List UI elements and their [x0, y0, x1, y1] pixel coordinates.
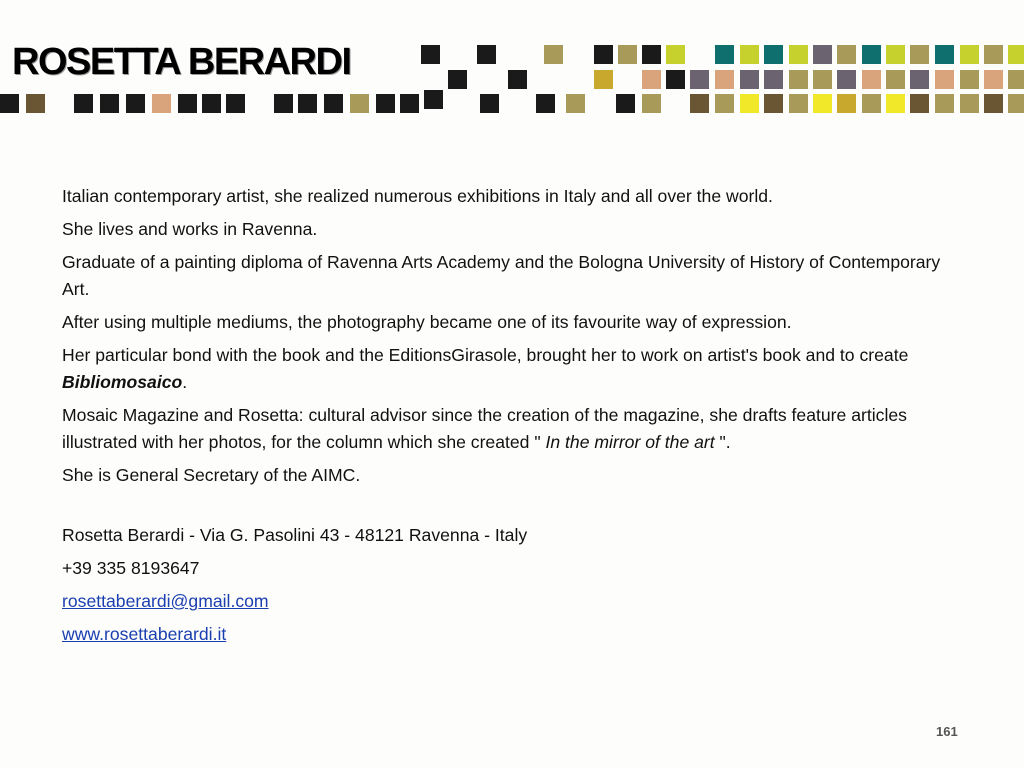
email-link[interactable]: rosettaberardi@gmail.com [62, 591, 269, 611]
mosaic-tile [984, 94, 1003, 113]
mosaic-tile [508, 70, 527, 89]
mosaic-tile [740, 45, 759, 64]
mosaic-tile [274, 94, 293, 113]
mosaic-tile [960, 45, 979, 64]
mosaic-tile [862, 70, 881, 89]
mosaic-tile [837, 94, 856, 113]
bio-paragraph-2: She lives and works in Ravenna. [62, 219, 318, 239]
mosaic-tile [910, 94, 929, 113]
bio-paragraph-1: Italian contemporary artist, she realized numerous exhibitions in Italy and all over the world. [62, 186, 773, 206]
bio-paragraph-7: She is General Secretary of the AIMC. [62, 465, 361, 485]
mosaic-tile [178, 94, 197, 113]
mosaic-tile [984, 70, 1003, 89]
bio-p5-end: . [182, 372, 188, 392]
mosaic-tile [448, 70, 467, 89]
mosaic-tile [789, 45, 808, 64]
mosaic-tile [910, 70, 929, 89]
mosaic-tile [26, 94, 45, 113]
page-number: 161 [936, 724, 958, 739]
mosaic-tile [202, 94, 221, 113]
mosaic-tile [376, 94, 395, 113]
mosaic-tile [126, 94, 145, 113]
mosaic-tile [100, 94, 119, 113]
bibliomosaico-title: Bibliomosaico [62, 372, 183, 392]
mosaic-tile [666, 45, 685, 64]
mosaic-tile [690, 94, 709, 113]
mosaic-tile [1008, 70, 1024, 89]
mosaic-tile [616, 94, 635, 113]
bio-paragraph-5 [62, 342, 962, 396]
mosaic-tile [74, 94, 93, 113]
mosaic-tile [400, 94, 419, 113]
mosaic-tile [935, 94, 954, 113]
mosaic-tile [480, 94, 499, 113]
mosaic-tile [715, 45, 734, 64]
mosaic-tile [0, 94, 19, 113]
mosaic-tile [813, 70, 832, 89]
mosaic-tile [226, 94, 245, 113]
slide-body [62, 183, 962, 654]
mosaic-tile [298, 94, 317, 113]
mosaic-tile [862, 45, 881, 64]
mosaic-tile [421, 45, 440, 64]
mosaic-tile [1008, 94, 1024, 113]
mosaic-tile [789, 70, 808, 89]
mosaic-tile [536, 94, 555, 113]
mosaic-tile [886, 45, 905, 64]
mosaic-tile [324, 94, 343, 113]
mosaic-tile [740, 70, 759, 89]
mosaic-tile [594, 45, 613, 64]
mosaic-tile [618, 45, 637, 64]
mosaic-tile [886, 70, 905, 89]
mosaic-tile [813, 94, 832, 113]
mosaic-tile [544, 45, 563, 64]
contact-address: Rosetta Berardi - Via G. Pasolini 43 - 48121 Ravenna - Italy [62, 525, 528, 545]
slide-title: ROSETTA BERARDI [12, 41, 351, 83]
mosaic-tile [715, 94, 734, 113]
bio-p6-end: ". [714, 432, 731, 452]
mosaic-tile [642, 45, 661, 64]
mosaic-tile [935, 45, 954, 64]
website-link[interactable]: www.rosettaberardi.it [62, 624, 227, 644]
mosaic-tile [764, 70, 783, 89]
mosaic-tile [984, 45, 1003, 64]
mosaic-tile [789, 94, 808, 113]
mosaic-tile [960, 94, 979, 113]
mosaic-tile [566, 94, 585, 113]
mosaic-tile [813, 45, 832, 64]
contact-phone: +39 335 8193647 [62, 558, 200, 578]
bio-paragraph-6 [62, 402, 962, 456]
mosaic-tile [910, 45, 929, 64]
mosaic-tile [1008, 45, 1024, 64]
bio-paragraph-4: After using multiple mediums, the photography became one of its favourite way of expression. [62, 312, 792, 332]
mosaic-tile [690, 70, 709, 89]
bio-paragraph-3: Graduate of a painting diploma of Ravenna Arts Academy and the Bologna University of History of Contemporary Art. [62, 252, 941, 299]
mosaic-tile [862, 94, 881, 113]
mosaic-tile [350, 94, 369, 113]
mosaic-tile [666, 70, 685, 89]
mosaic-tile [740, 94, 759, 113]
mosaic-tile [424, 90, 443, 109]
mosaic-tile [960, 70, 979, 89]
column-title: In the mirror of the art [545, 432, 715, 452]
mosaic-tile [477, 45, 496, 64]
mosaic-tile [642, 70, 661, 89]
bio-p5-text: Her particular bond with the book and the EditionsGirasole, brought her to work on artist's book and to create [62, 345, 909, 365]
mosaic-tile [715, 70, 734, 89]
mosaic-tile [935, 70, 954, 89]
mosaic-tile [594, 70, 613, 89]
mosaic-tile [764, 45, 783, 64]
bio-p6-text: Mosaic Magazine and Rosetta: cultural advisor since the creation of the magazine, she drafts feature articles illustrated with her photos, for the column which she created " [62, 405, 907, 452]
mosaic-tile [837, 70, 856, 89]
mosaic-tile [642, 94, 661, 113]
mosaic-tile [886, 94, 905, 113]
mosaic-tile [152, 94, 171, 113]
mosaic-tile [837, 45, 856, 64]
mosaic-tile [764, 94, 783, 113]
